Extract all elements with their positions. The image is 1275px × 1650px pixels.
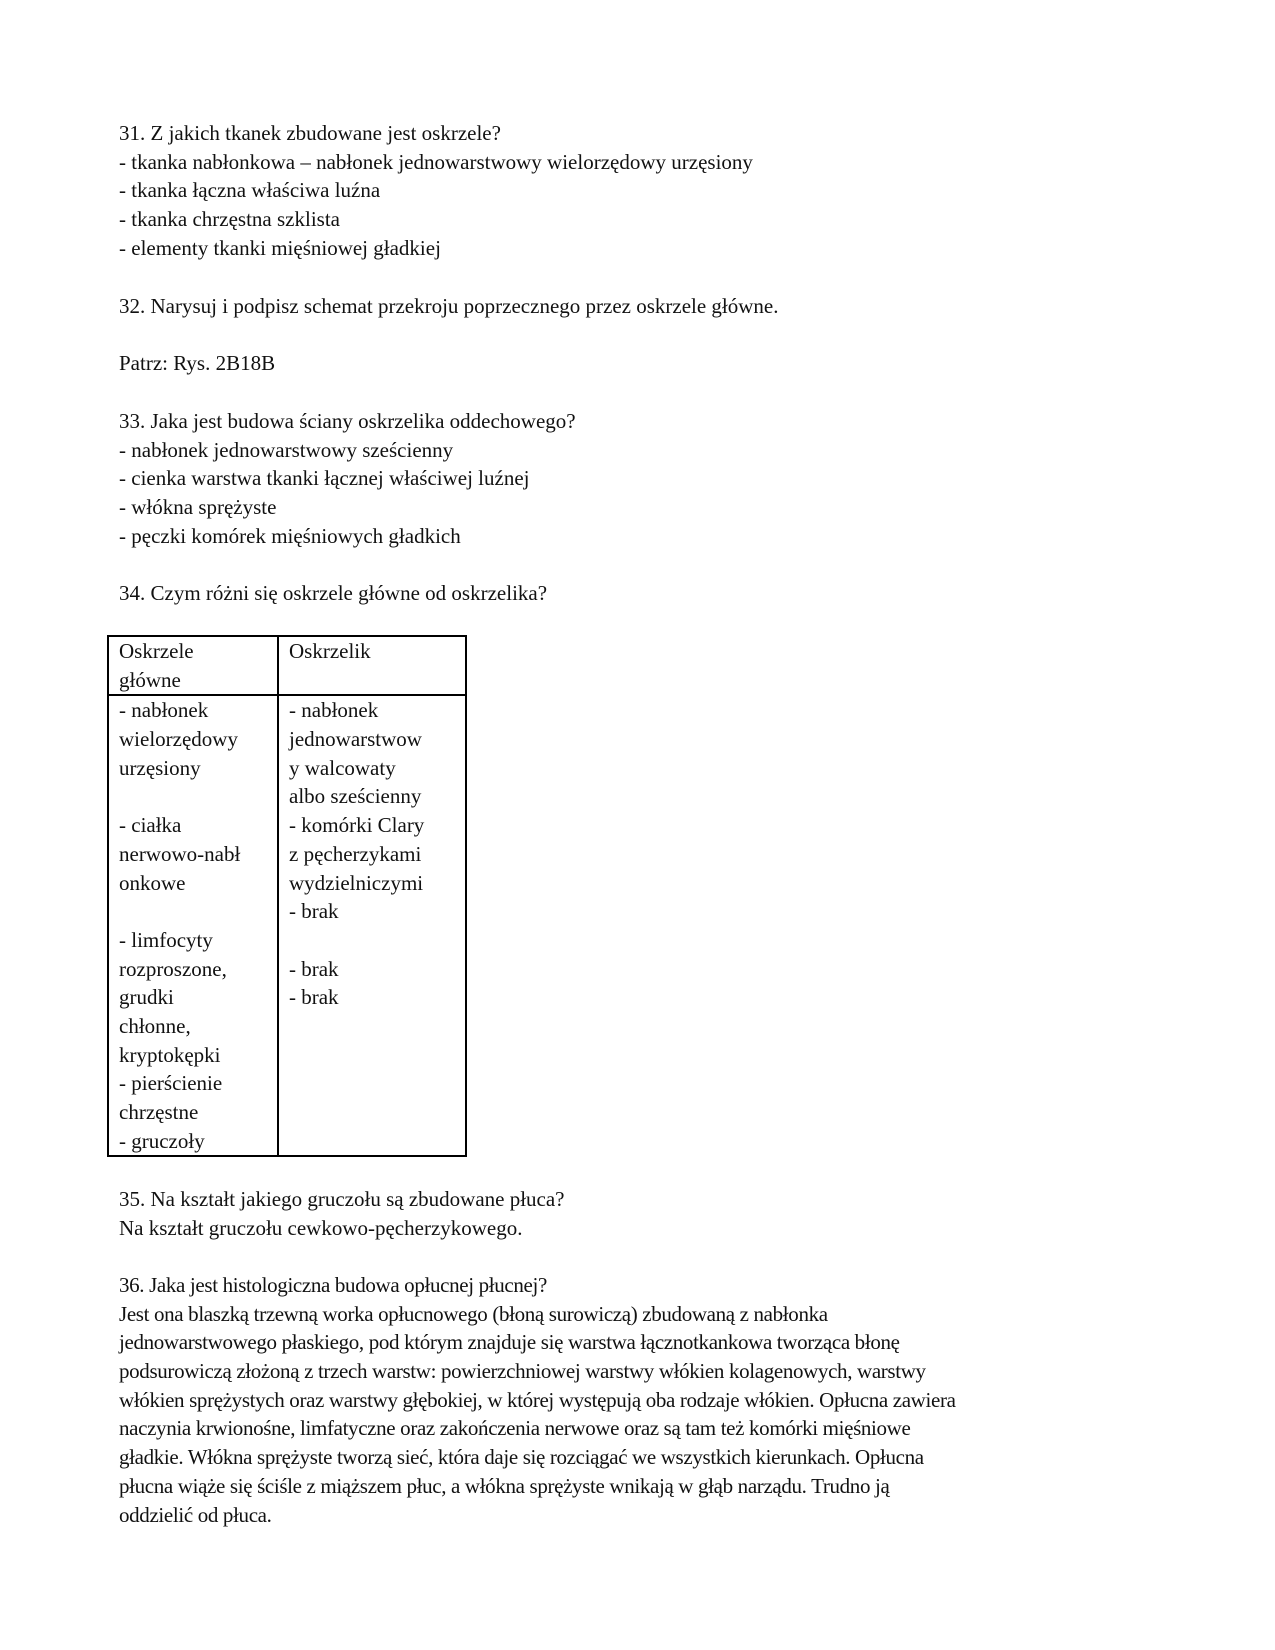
cell-line xyxy=(289,926,455,955)
cell-line: nerwowo-nabł xyxy=(119,841,241,866)
answer-line: - tkanka nabłonkowa – nabłonek jednowarstwowy wielorzędowy urzęsiony xyxy=(119,149,753,174)
cell-line: urzęsiony xyxy=(119,755,201,780)
answer-line: - tkanka chrzęstna szklista xyxy=(119,207,340,232)
question-text: 31. Z jakich tkanek zbudowane jest oskrzele? xyxy=(119,121,501,145)
cell-line: - limfocyty xyxy=(119,927,213,952)
answer-line: Patrz: Rys. 2B18B xyxy=(119,351,276,376)
cell-line: - nabłonek xyxy=(289,698,379,723)
answer-line: - włókna sprężyste xyxy=(119,495,277,520)
answer-line: gładkie. Włókna sprężyste tworzą sieć, która daje się rozciągać we wszystkich kierunkach. Opłucna xyxy=(119,1445,924,1470)
answer-line: oddzielić od płuca. xyxy=(119,1502,272,1527)
header-line: główne xyxy=(119,667,181,692)
cell-line: jednowarstwow xyxy=(289,727,422,752)
cell-line: kryptokępki xyxy=(119,1042,221,1067)
cell-line: - komórki Clary xyxy=(289,813,425,838)
cell-line: chrzęstne xyxy=(119,1100,199,1124)
answer-line: - tkanka łączna właściwa luźna xyxy=(119,178,381,203)
comparison-table xyxy=(107,635,467,1157)
cell-line: - brak xyxy=(289,956,339,981)
cell-line: - brak xyxy=(289,899,339,924)
cell-line: - nabłonek xyxy=(119,698,209,723)
answer-line: - nabłonek jednowarstwowy sześcienny xyxy=(119,437,454,462)
question-text: 35. Na kształt jakiego gruczołu są zbudowane płuca? xyxy=(119,1187,565,1211)
cell-line: grudki xyxy=(119,985,174,1010)
cell-line: y walcowaty xyxy=(289,755,396,780)
answer-line: naczynia krwionośne, limfatyczne oraz zakończenia nerwowe oraz są tam też komórki mięśniowe xyxy=(119,1416,911,1441)
answer-line: podsurowiczą złożoną z trzech warstw: powierzchniowej warstwy włókien kolagenowych, warstwy xyxy=(119,1359,926,1384)
cell-line xyxy=(119,897,267,926)
answer-line: - elementy tkanki mięśniowej gładkiej xyxy=(119,235,441,260)
table-header-row xyxy=(108,636,466,695)
cell-line: rozproszone, xyxy=(119,956,227,981)
cell-line xyxy=(119,782,267,811)
cell-line: - brak xyxy=(289,985,339,1010)
header-line: Oskrzelik xyxy=(289,639,371,663)
question-text: 32. Narysuj i podpisz schemat przekroju poprzecznego przez oskrzele główne. xyxy=(119,294,779,318)
answer-line: płucna wiąże się ściśle z miąższem płuc, a włókna sprężyste wnikają w głąb narządu. Trudno ją xyxy=(119,1473,890,1498)
answer-line: Jest ona blaszką trzewną worka opłucnowego (błoną surowiczą) zbudowaną z nabłonka xyxy=(119,1301,828,1326)
cell-line: wielorzędowy xyxy=(119,727,238,752)
question-32 xyxy=(119,292,779,378)
cell-line: - gruczoły xyxy=(119,1128,205,1153)
question-35 xyxy=(119,1185,565,1242)
answer-line: włókien sprężystych oraz warstwy głębokiej, w której występują oba rodzaje włókien. Opłucna zawiera xyxy=(119,1387,956,1412)
question-31 xyxy=(119,119,753,262)
answer-line: - pęczki komórek mięśniowych gładkich xyxy=(119,523,461,548)
cell-line: - ciałka xyxy=(119,813,182,838)
cell-line: - pierścienie xyxy=(119,1071,223,1096)
header-line: Oskrzele xyxy=(119,639,194,663)
answer-line: - cienka warstwa tkanki łącznej właściwej luźnej xyxy=(119,466,530,491)
cell-line: onkowe xyxy=(119,870,186,895)
table-header-cell xyxy=(108,636,278,695)
answer-line: jednowarstwowego płaskiego, pod którym znajduje się warstwa łącznotkankowa tworząca błonę xyxy=(119,1330,900,1355)
cell-line: albo sześcienny xyxy=(289,784,422,809)
question-text: 34. Czym różni się oskrzele główne od oskrzelika? xyxy=(119,581,548,605)
table-header-cell xyxy=(278,636,466,695)
cell-line: wydzielniczymi xyxy=(289,870,424,895)
question-text: 33. Jaka jest budowa ściany oskrzelika oddechowego? xyxy=(119,409,576,433)
answer-line: Na kształt gruczołu cewkowo-pęcherzykowego. xyxy=(119,1215,523,1240)
question-34 xyxy=(119,579,547,608)
question-text: 36. Jaka jest histologiczna budowa opłucnej płucnej? xyxy=(119,1273,547,1297)
table-cell-bronchiole xyxy=(278,695,466,1156)
table-cell-main-bronchus xyxy=(108,695,278,1156)
cell-line: chłonne, xyxy=(119,1013,191,1038)
question-36 xyxy=(119,1271,956,1529)
table-row xyxy=(108,695,466,1156)
cell-line: z pęcherzykami xyxy=(289,841,422,866)
question-33 xyxy=(119,407,576,550)
